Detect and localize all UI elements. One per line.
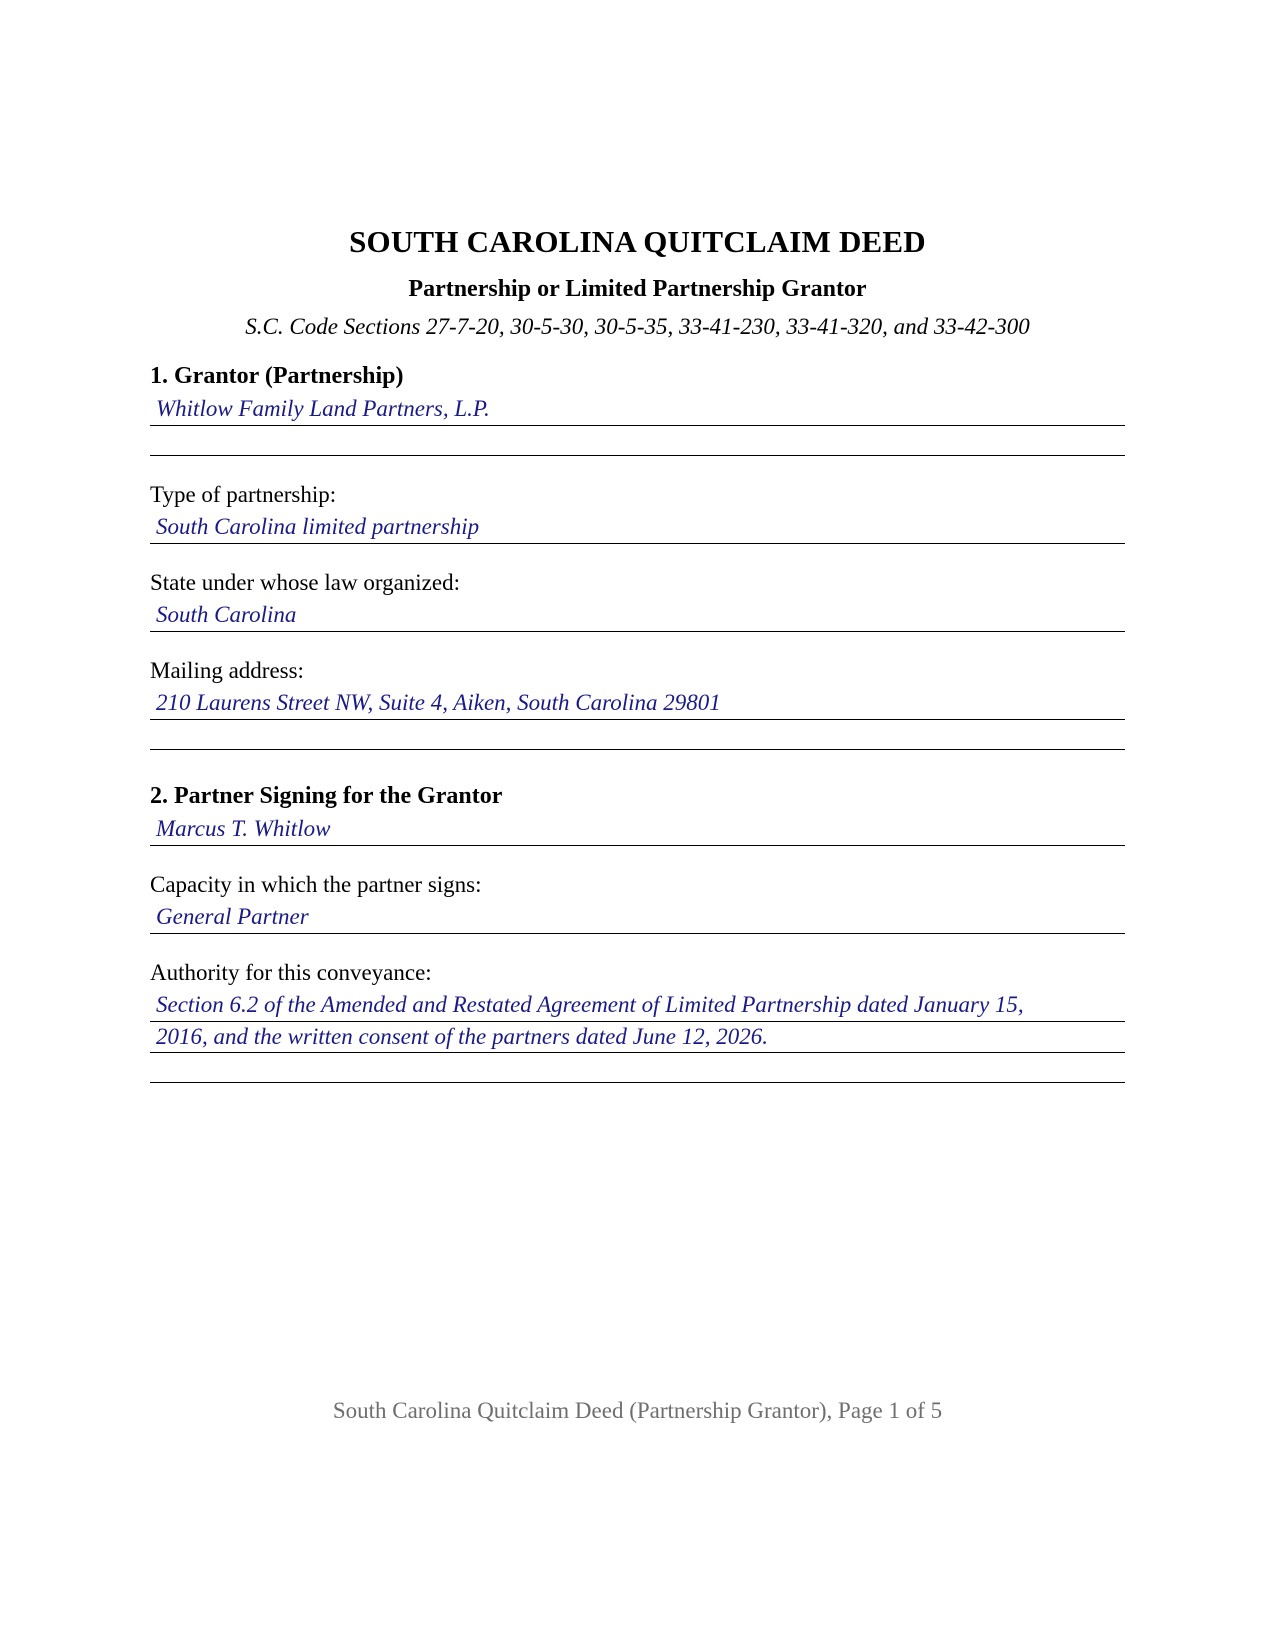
authority-field-line-2[interactable]: 2016, and the written consent of the partners dated June 12, 2026. [150, 1022, 1125, 1053]
signing-capacity-label: Capacity in which the partner signs: [150, 872, 482, 897]
partner-heading: 2. Partner Signing for the Grantor [150, 783, 503, 809]
statute-citation: S.C. Code Sections 27-7-20, 30-5-30, 30-5-35, 33-41-230, 33-41-320, and 33-42-300 [245, 314, 1030, 339]
spacer [150, 632, 1125, 656]
grantor-section [150, 360, 1125, 750]
spacer [150, 544, 1125, 568]
mailing-address-label: Mailing address: [150, 658, 304, 683]
mailing-address-extra-line[interactable] [150, 720, 1125, 750]
authority-field-line-3[interactable] [150, 1053, 1125, 1083]
authority-label: Authority for this conveyance: [150, 960, 432, 985]
document-title: SOUTH CAROLINA QUITCLAIM DEED [349, 224, 926, 259]
document-subtitle: Partnership or Limited Partnership Grantor [408, 276, 867, 302]
partner-name-field[interactable]: Marcus T. Whitlow [150, 812, 1125, 846]
organizing-state-field[interactable]: South Carolina [150, 598, 1125, 632]
grantor-name-extra-line[interactable] [150, 426, 1125, 456]
organizing-state-label: State under whose law organized: [150, 570, 460, 595]
partnership-type-label: Type of partnership: [150, 482, 337, 507]
partner-section [150, 780, 1125, 1083]
authority-field-line-1[interactable]: Section 6.2 of the Amended and Restated Agreement of Limited Partnership dated January 15, [150, 988, 1125, 1022]
spacer [150, 846, 1125, 870]
grantor-heading: 1. Grantor (Partnership) [150, 363, 404, 389]
page-footer: South Carolina Quitclaim Deed (Partnership Grantor), Page 1 of 5 [332, 1398, 943, 1423]
spacer [150, 934, 1125, 958]
partnership-type-field[interactable]: South Carolina limited partnership [150, 510, 1125, 544]
form-body [150, 360, 1125, 1083]
spacer [150, 456, 1125, 480]
spacer [150, 750, 1125, 780]
grantor-name-field[interactable]: Whitlow Family Land Partners, L.P. [150, 392, 1125, 426]
mailing-address-field[interactable]: 210 Laurens Street NW, Suite 4, Aiken, South Carolina 29801 [150, 686, 1125, 720]
signing-capacity-field[interactable]: General Partner [150, 900, 1125, 934]
